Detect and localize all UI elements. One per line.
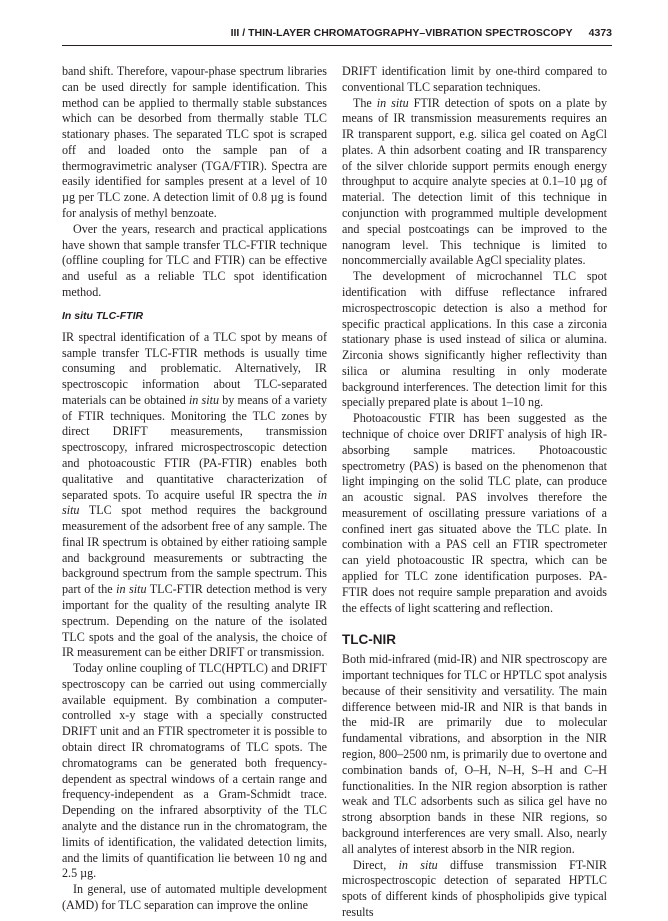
page-number: 4373 [588,27,612,39]
header-title: III / THIN-LAYER CHROMATOGRAPHY–VIBRATION SPECTROSCOPY [230,27,573,39]
text-run: by means of a variety of FTIR techniques. Monitoring the TLC zones by direct DRIFT measurements, transmission spectroscopy, infrared microspectroscopic detection and photoacoustic FTIR (PA-FTIR) enables both qualitative and quantitative characterization of separated spots. To acquire useful IR spectra the [62,392,327,502]
paragraph: Both mid-infrared (mid-IR) and NIR spectroscopy are important techniques for TLC or HPTLC spot analysis because of their sensitivity and versatility. The main difference between mid-IR and NIR is that bands in the mid-IR are primarily due to molecular fundamental vibrations, and absorption in the NIR region, 800–2500 nm, is primarily due to overtone and combination bands of, O–H, N–H, S–H and C–H functionalities. In the NIR region absorption is rather weak and TLC adsorbents such as silica gel have no strong absorption bands in these NIR regions, so background interferences are very small. Also, nearly all analytes of interest absorb in the NIR region. [342,652,607,856]
paragraph: Photoacoustic FTIR has been suggested as the technique of choice over DRIFT analysis of high IR-absorbing sample matrices. Photoacoustic spectrometry (PAS) is based on the phenomenon that light impinging on the solid TLC plate, can produce an acoustic signal. PAS involves therefore the measurement of oscillating pressure variations of a confined inert gas situated above the TLC plate. In combination with a PAS cell an FTIR spectrometer can yield photoacoustic IR spectra, which can be applied for TLC zone identification purposes. PA-FTIR does not require sample preparation and avoids the effects of light scattering and reflection. [342,411,607,615]
paragraph [342,96,607,270]
text-run: TLC spot method requires the background measurement of the adsorbent free of any sample. The final IR spectrum is obtained by either ratioing sample and background measurements or subtracting the background spectrum from the sample spectrum. This part of the [62,503,327,597]
paragraph [342,858,607,921]
text-run: Direct, [353,857,399,872]
subsection-heading [62,309,327,324]
paragraph: In general, use of automated multiple development (AMD) for TLC separation can improve the online [62,882,327,912]
text-run: FTIR detection of spots on a plate by means of IR transmission measurements requires an IR transparent support, e.g. silica gel coated on AgCl plates. A thin adsorbent coating and IR transparency of the silver chloride support permits enough energy throughput to acquire analyte species at 0.1–10 µg of material. The detection limit of this technique in conjunction with programmed multiple development and special postcoatings can be improved to the nanogram level. This technique is limited to noncommercially available AgCl speciality plates. [342,95,607,268]
emphasis: in situ [116,582,147,597]
emphasis: in situ [62,487,327,518]
running-header [62,27,612,46]
paragraph: The development of microchannel TLC spot identification with diffuse reflectance infrared microspectroscopic detection is also a method for specific practical applications. In this case a zirconia stationary phase is used instead of silica or alumina. Zirconia shows significantly higher reflectivity than silica or alumina resulting in only moderate background interferences. The detection limit for this specially prepared plate is about 1–10 ng. [342,269,607,410]
text-run: IR spectral identification of a TLC spot by means of sample transfer TLC-FTIR methods is usually time consuming and problematic. Alternatively, IR spectroscopic information about TLC-separated materials can be obtained [62,329,327,407]
paragraph [62,330,327,661]
text-run: TLC-FTIR detection method is very important for the quality of the resulting analyte IR spectrum. Depending on the nature of the isolated TLC spots and the goal of the analysis, the choice of IR measurement can be either DRIFT or transmission. [62,582,327,660]
emphasis: in situ [188,392,220,407]
left-column [62,64,327,914]
emphasis: in situ [376,95,409,110]
paragraph: Over the years, research and practical applications have shown that sample transfer TLC-FTIR technique (offline coupling for TLC and FTIR) can be effective and useful as a reliable TLC spot identification method. [62,221,327,299]
right-column [342,64,607,921]
emphasis: in situ [398,857,438,872]
text-run: diffuse transmission FT-NIR microspectroscopic detection of separated HPTLC spots of different kinds of phospholipids give typical results [342,857,608,919]
paragraph: DRIFT identification limit by one-third compared to conventional TLC separation techniques. [342,64,607,94]
section-heading: TLC-NIR [342,632,396,648]
paragraph: band shift. Therefore, vapour-phase spectrum libraries can be used directly for sample identification. This method can be applied to thermally stable substances which can be desorbed from thermally stable TLC stationary phases. The separated TLC spot is scraped off and loaded onto the sample pan of a thermogravimetric analyser (TGA/FTIR). Spectra are easily identified for samples present at a level of 10 µg per TLC zone. A detection limit of 0.8 µg is found for analysis of methyl benzoate. [62,64,327,221]
text-run: The [353,95,377,110]
paragraph: Today online coupling of TLC(HPTLC) and DRIFT spectroscopy can be carried out using commercially available equipment. By combination a computer-controlled x-y stage with a specially constructed DRIFT unit and an FTIR spectrometer it is possible to obtain direct IR chromatograms of TLC spots. The chromatograms can be generated both frequency-dependent as spectral windows of a certain range and frequency-independent as a Gram-Schmidt trace. Depending on the infrared absorptivity of the TLC analyte and the distance run in the chromatogram, the limits of identification, the validated detection limits, and the limits of quantification lie between 10 ng and 2.5 µg. [62,661,327,881]
subsection-heading-text: In situ TLC-FTIR [62,309,144,322]
